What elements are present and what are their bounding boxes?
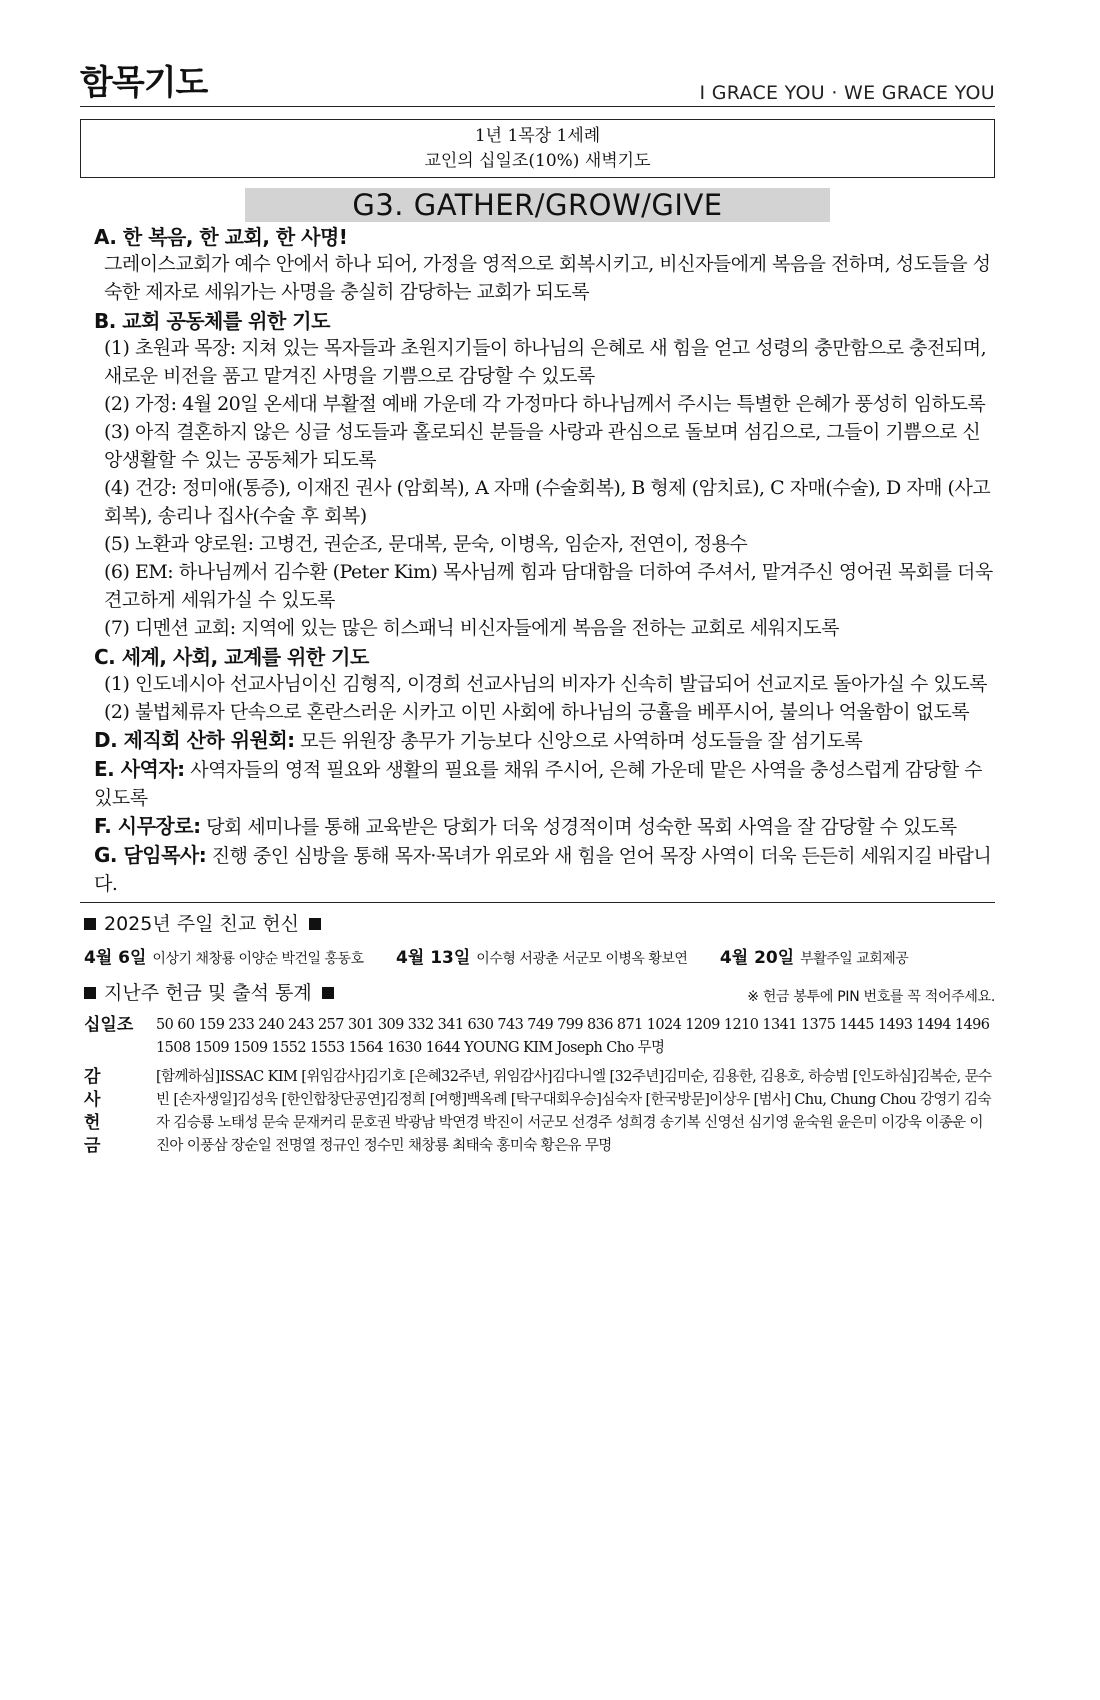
prayer-item: (6) EM: 하나님께서 김수환 (Peter Kim) 목사님께 힘과 담대함을 더하여 주셔서, 맡겨주신 영어권 목회를 더욱 견고하게 세워가실 수 있도록 <box>104 561 993 611</box>
section-d-text: 모든 위원장 총무가 기능보다 신앙으로 사역하며 성도들을 잘 섬기도록 <box>294 730 863 752</box>
offering-names: 이상기 채창룡 이양순 박건일 홍동호 <box>152 951 364 967</box>
stats-heading: 지난주 헌금 및 출석 통계 <box>104 982 312 1004</box>
offering-schedule <box>84 943 995 974</box>
page-header <box>80 58 995 107</box>
section-b <box>80 308 995 642</box>
pin-note: ※ 헌금 봉투에 PIN 번호를 꼭 적어주세요. <box>747 989 995 1005</box>
motto-line-1: 1년 1목장 1세례 <box>474 126 601 146</box>
section-g-text: 진행 중인 심방을 통해 목자·목녀가 위로와 새 힘을 얻어 목장 사역이 더욱 든든히 세워지길 바랍니다. <box>94 845 992 895</box>
section-e-text: 사역자들의 영적 필요와 생활의 필요를 채워 주시어, 은혜 가운데 맡은 사역을 충성스럽게 감당할 수 있도록 <box>94 759 982 809</box>
divider <box>80 902 995 903</box>
offering-heading-row <box>80 909 995 939</box>
thanks-label <box>84 1066 156 1158</box>
square-bullet-icon <box>84 918 96 930</box>
prayer-item: (1) 인도네시아 선교사님이신 김형직, 이경희 선교사님의 비자가 신속히 발급되어 선교지로 돌아가실 수 있도록 <box>104 673 988 695</box>
tithe-label: 십일조 <box>84 1015 134 1035</box>
prayer-item: (7) 디멘션 교회: 지역에 있는 많은 히스패닉 비신자들에게 복음을 전하는 교회로 세워지도록 <box>104 617 839 639</box>
tithe-row <box>80 1014 995 1060</box>
page-tagline: I GRACE YOU · WE GRACE YOU <box>699 82 995 104</box>
offering-heading: 2025년 주일 친교 헌신 <box>104 913 299 935</box>
section-f <box>94 812 995 841</box>
section-c-heading: C. 세계, 사회, 교계를 위한 기도 <box>94 645 369 669</box>
thanks-label-line-2: 헌금 <box>84 1113 123 1156</box>
bulletin-page <box>80 58 995 1158</box>
square-bullet-icon <box>309 918 321 930</box>
section-a-heading: A. 한 복음, 한 교회, 한 사명! <box>94 225 348 249</box>
section-e <box>94 755 995 812</box>
stats-heading-row <box>80 978 995 1008</box>
prayer-item: (3) 아직 결혼하지 않은 싱글 성도들과 홀로되신 분들을 사랑과 관심으로 돌보며 섬김으로, 그들이 기쁨으로 신앙생활할 수 있는 공동체가 되도록 <box>104 421 981 471</box>
thanks-list: [함께하심]ISSAC KIM [위임감사]김기호 [은혜32주년, 위임감사]김다니엘 [32주년]김미순, 김용한, 김용호, 하승범 [인도하심]김복순, 문수빈 [손자생일]김성욱 [한인합창단공연]김정희 [여행]백옥례 [탁구대회우승]심숙자 [한국방문]이상우 [범사] Chu, Chung Chou 강영기 김숙자 김승룡 노태성 문숙 문재커리 문호권 박광남 박연경 박진이 서군모 선경주 성희경 송기복 신영선 심기영 윤숙원 윤은미 이강욱 이종운 이진아 이풍삼 장순일 전명열 정규인 정수민 채창룡 최태숙 홍미숙 황은유 무명 <box>156 1069 992 1154</box>
offering-date: 4월 6일 <box>84 948 147 968</box>
offering-names: 이수형 서광춘 서군모 이병옥 황보연 <box>476 951 688 967</box>
section-d <box>94 726 995 755</box>
offering-date: 4월 20일 <box>719 948 795 968</box>
section-f-text: 당회 세미나를 통해 교육받은 당회가 더욱 성경적이며 성숙한 목회 사역을 잘 감당할 수 있도록 <box>200 816 957 838</box>
band-wrap <box>80 188 995 222</box>
section-band: G3. GATHER/GROW/GIVE <box>245 188 830 222</box>
prayer-item: (2) 불법체류자 단속으로 혼란스러운 시카고 이민 사회에 하나님의 긍휼을 베푸시어, 불의나 억울함이 없도록 <box>104 701 970 723</box>
section-g-label: G. 담임목사: <box>94 843 207 867</box>
thanks-label-line-1: 감사 <box>84 1067 123 1110</box>
square-bullet-icon <box>322 987 334 999</box>
prayer-item: (4) 건강: 정미애(통증), 이재진 권사 (암회복), A 자매 (수술회복), B 형제 (암치료), C 자매(수술), D 자매 (사고회복), 송리나 집사(수술 후 회복) <box>104 477 991 527</box>
section-b-heading: B. 교회 공동체를 위한 기도 <box>94 309 330 333</box>
offering-names: 부활주일 교회제공 <box>800 951 909 967</box>
prayer-item: (5) 노환과 양로원: 고병건, 권순조, 문대복, 문숙, 이병옥, 임순자, 전연이, 정용수 <box>104 533 748 555</box>
section-f-label: F. 시무장로: <box>94 814 201 838</box>
prayer-item: (1) 초원과 목장: 지쳐 있는 목자들과 초원지기들이 하나님의 은혜로 새 힘을 얻고 성령의 충만함으로 충전되며, 새로운 비전을 품고 맡겨진 사명을 기쁨으로 감당할 수 있도록 <box>104 337 987 387</box>
section-d-label: D. 제직회 산하 위원회: <box>94 728 295 752</box>
thanks-row <box>80 1066 995 1158</box>
page-title: 함목기도 <box>80 63 208 103</box>
motto-box <box>80 119 995 178</box>
square-bullet-icon <box>84 987 96 999</box>
section-c <box>80 644 995 726</box>
tithe-list: 50 60 159 233 240 243 257 301 309 332 341 630 743 749 799 836 871 1024 1209 1210 1341 1375 1445 1493 1494 1496 1508 1509 1509 1552 1553 1564 1630 1644 YOUNG KIM Joseph Cho 무명 <box>156 1017 990 1056</box>
prayer-item: (2) 가정: 4월 20일 온세대 부활절 예배 가운데 각 가정마다 하나님께서 주시는 특별한 은혜가 풍성히 임하도록 <box>104 393 986 415</box>
section-a <box>80 224 995 306</box>
offering-date: 4월 13일 <box>396 948 471 968</box>
motto-line-2: 교인의 십일조(10%) 새벽기도 <box>424 151 651 171</box>
section-e-label: E. 사역자: <box>94 757 185 781</box>
section-a-text: 그레이스교회가 예수 안에서 하나 되어, 가정을 영적으로 회복시키고, 비신자들에게 복음을 전하며, 성도들을 성숙한 제자로 세워가는 사명을 충실히 감당하는 교회가 되도록 <box>104 253 991 303</box>
section-g <box>94 841 995 898</box>
